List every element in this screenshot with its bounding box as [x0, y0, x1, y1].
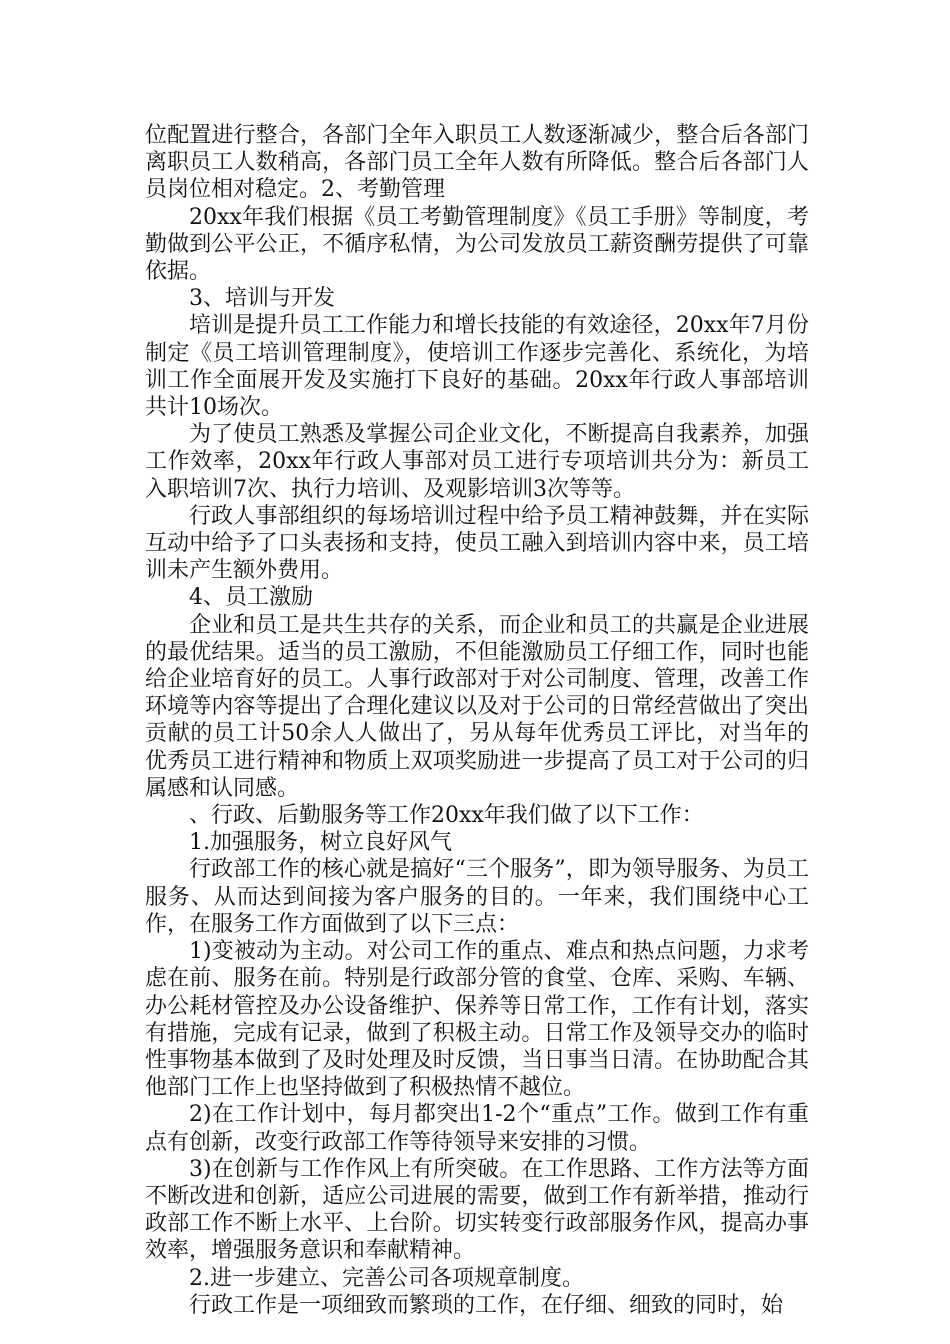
paragraph-16: 行政工作是一项细致而繁琐的工作，在仔细、细致的同时，始 [189, 1292, 784, 1318]
paragraph-2: 20xx年我们根据《员工考勤管理制度》《员工手册》等制度，考勤做到公平公正，不循序私情，为公司发放员工薪资酬劳提供了可靠依据。 [145, 204, 809, 285]
paragraph-13: 2)在工作计划中，每月都突出1-2个“重点”工作。做到工作有重点有创新，改变行政部工作等待领导来安排的习惯。 [145, 1102, 809, 1155]
paragraph-12: 1)变被动为主动。对公司工作的重点、难点和热点问题，力求考虑在前、服务在前。特别是行政部分管的食堂、仓库、采购、车辆、办公耗材管控及办公设备维护、保养等日常工作，工作有计划，落实有措施，完成有记录，做到了积极主动。日常工作及领导交办的临时性事物基本做到了及时处理及时反馈，当日事当日清。在协助配合其他部门工作上也坚持做到了积极热情不越位。 [145, 939, 809, 1101]
paragraph-14: 3)在创新与工作作风上有所突破。在工作思路、工作方法等方面不断改进和创新，适应公司进展的需要，做到工作有新举措，推动行政部工作不断上水平、上台阶。切实转变行政部服务作风，提高办事效率，增强服务意识和奉献精神。 [145, 1156, 809, 1264]
subheading-service: 1.加强服务，树立良好风气 [189, 830, 452, 856]
paragraph-6: 行政人事部组织的每场培训过程中给予员工精神鼓舞，并在实际互动中给予了口头表扬和支持，使员工融入到培训内容中来，员工培训未产生额外费用。 [145, 503, 809, 584]
subheading-rules: 2.进一步建立、完善公司各项规章制度。 [189, 1265, 584, 1291]
paragraph-11: 行政部工作的核心就是搞好“三个服务”，即为领导服务、为员工服务、从而达到间接为客户服务的目的。一年来，我们围绕中心工作，在服务工作方面做到了以下三点： [145, 857, 809, 937]
section-heading-admin: 、行政、后勤服务等工作20xx年我们做了以下工作： [189, 803, 704, 829]
paragraph-8: 企业和员工是共生共存的关系，而企业和员工的共赢是企业进展的最优结果。适当的员工激励，不但能激励员工仔细工作，同时也能给企业培育好的员工。人事行政部对于对公司制度、管理，改善工作环境等内容等提出了合理化建议以及对于公司的日常经营做出了突出贡献的员工计50余人人做出了，另从每年优秀员工评比，对当年的优秀员工进行精神和物质上双项奖励进一步提高了员工对于公司的归属感和认同感。 [145, 612, 809, 801]
paragraph-1: 位配置进行整合，各部门全年入职员工人数逐渐减少，整合后各部门离职员工人数稍高，各部门员工全年人数有所降低。整合后各部门人员岗位相对稳定。2、考勤管理 [145, 123, 809, 203]
paragraph-4: 培训是提升员工工作能力和增长技能的有效途径，20xx年7月份制定《员工培训管理制度》，使培训工作逐步完善化、系统化，为培训工作全面展开发及实施打下良好的基础。20xx年行政人事部培训共计10场次。 [145, 313, 809, 421]
section-heading-training: 3、培训与开发 [189, 286, 335, 312]
paragraph-5: 为了使员工熟悉及掌握公司企业文化，不断提高自我素养，加强工作效率，20xx年行政人事部对员工进行专项培训共分为：新员工入职培训7次、执行力培训、及观影培训3次等等。 [145, 422, 809, 502]
section-heading-incentive: 4、员工激励 [189, 585, 313, 611]
document-body [145, 122, 809, 1319]
